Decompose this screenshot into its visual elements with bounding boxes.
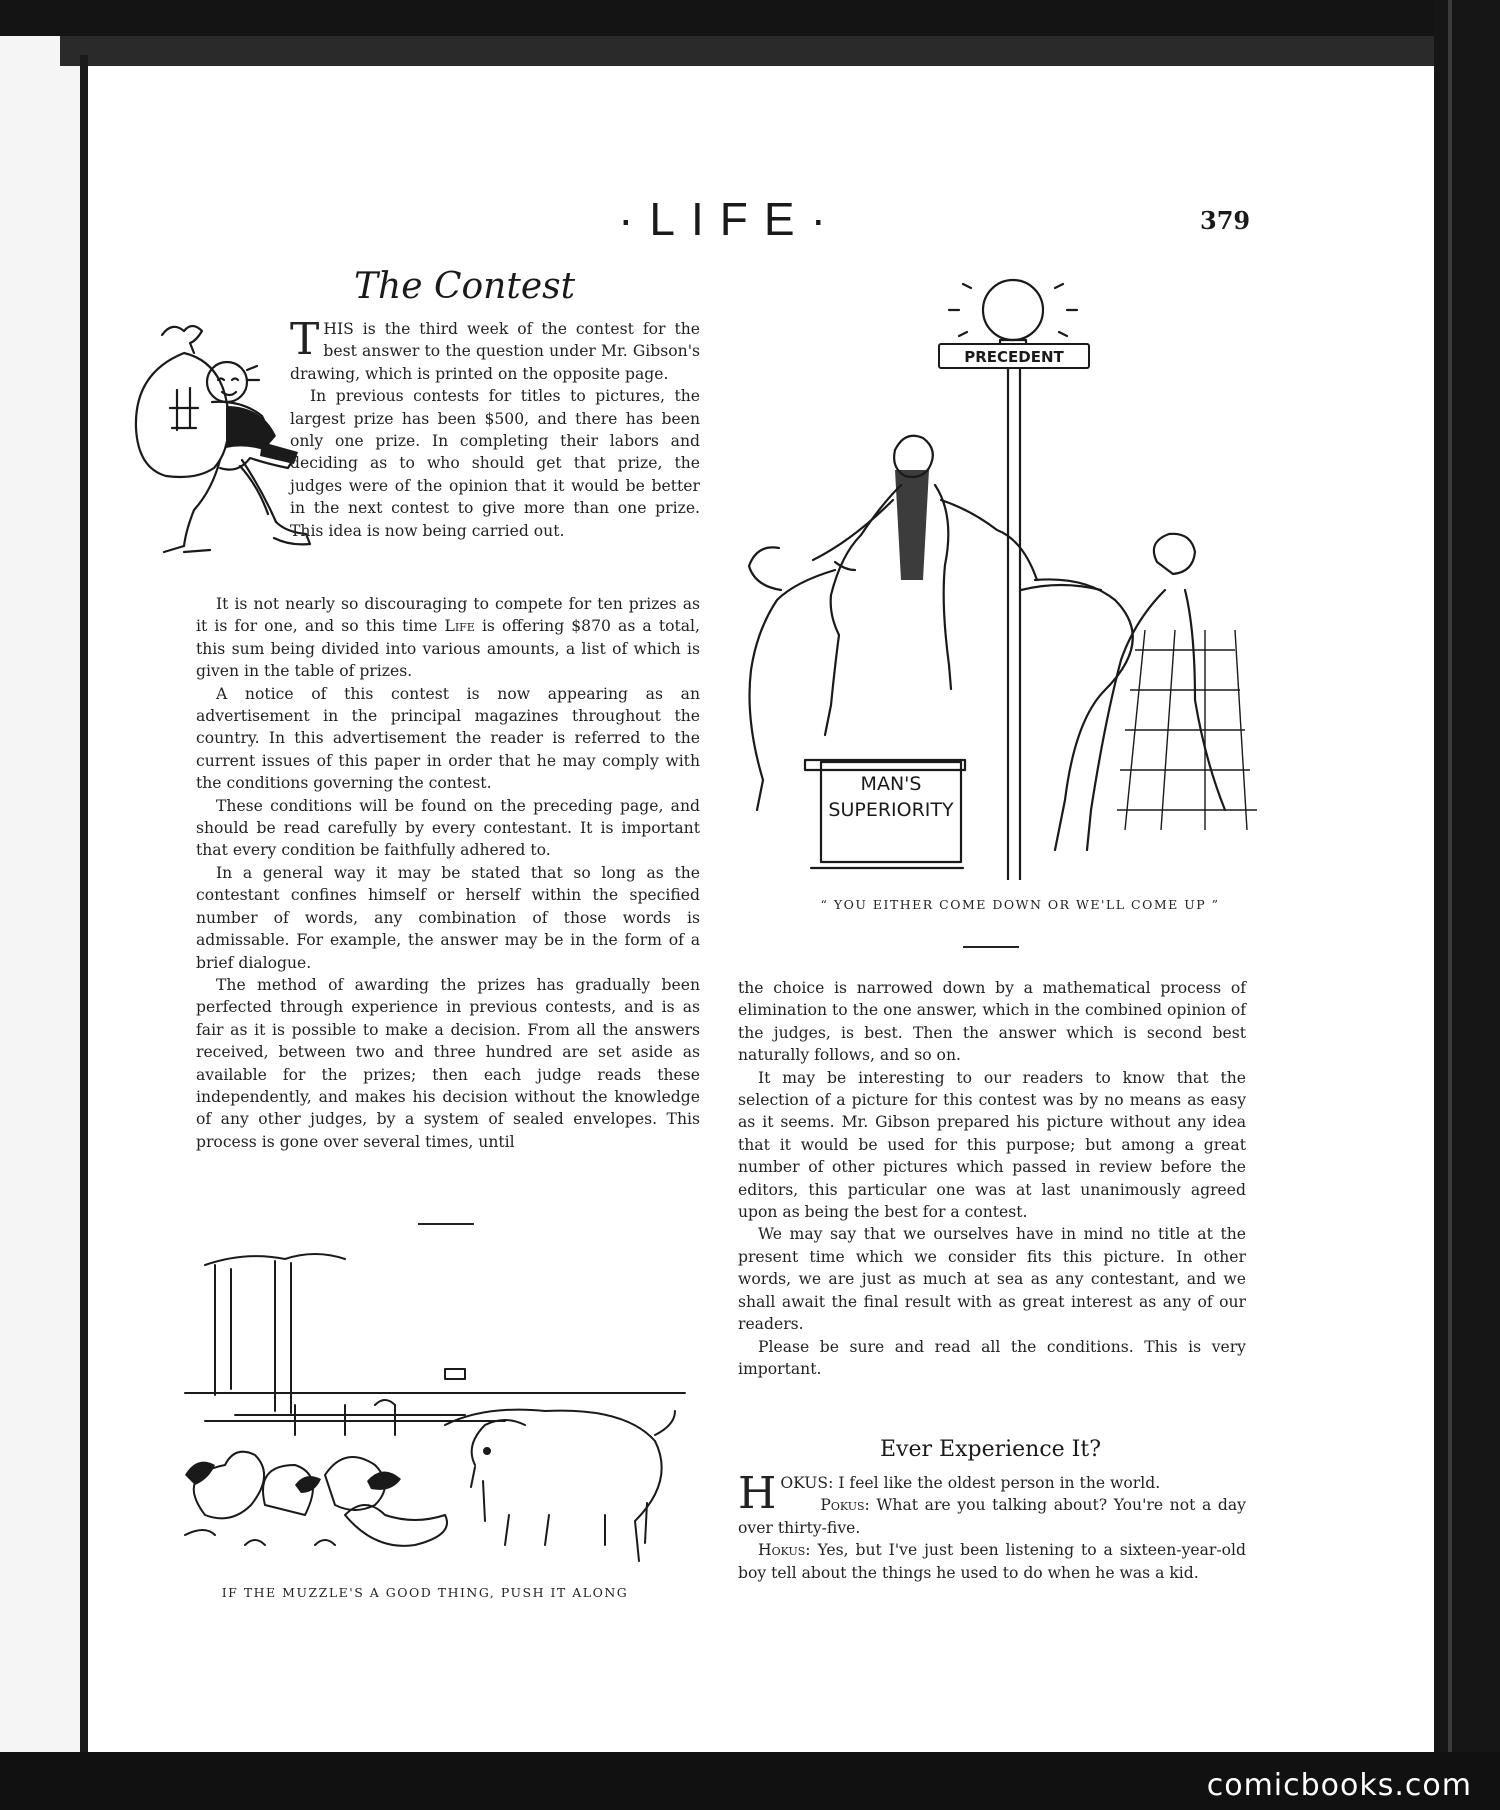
dialogue-line-2-text: What are you talking about? You're not a day over thirty-five.	[738, 1496, 1246, 1537]
dialogue-line-1-text: I feel like the oldest person in the world.	[838, 1474, 1161, 1492]
pedestal-line-2: SUPERIORITY	[828, 799, 954, 821]
drop-cap-t: T	[290, 314, 320, 365]
contest-paragraph-4: A notice of this contest is now appearing as an advertisement in the principal magazines throughout the country. In this advertisement the reader is referred to the current issues of this paper in order that he may comply with the conditions governing the contest.	[196, 684, 700, 793]
contest-paragraph-6: In a general way it may be stated that so long as the contestant confines himself or herself within the specified number of words, any combination of those words is admissable. For example, the answer may be in the form of a brief dialogue.	[196, 863, 700, 972]
pedestal-line-1: MAN'S	[860, 773, 922, 795]
sign-precedent: PRECEDENT	[964, 348, 1064, 366]
life-smallcaps: Life	[444, 617, 475, 636]
watermark: comicbooks.com	[1206, 1768, 1472, 1803]
page-number: 379	[1200, 206, 1251, 235]
contest-paragraph-5: These conditions will be found on the preceding page, and should be read carefully by every contestant. It is important that every condition be faithfully adhered to.	[196, 796, 700, 860]
dialogue-line-3-text: Yes, but I've just been listening to a sixteen-year-old boy tell about the things he used to do when he was a kid.	[738, 1541, 1246, 1582]
section-rule-right	[963, 946, 1019, 948]
speaker-hokus-2: Hokus:	[758, 1541, 811, 1560]
contest-paragraph-10: We may say that we ourselves have in mind no title at the present time which we consider fits this picture. In other words, we are just as much at sea as any contestant, and we shall await the final result with as great interest as any of our readers.	[738, 1225, 1246, 1334]
dialogue-line-2	[738, 1494, 1246, 1539]
farm-caption: IF THE MUZZLE'S A GOOD THING, PUSH IT ALONG	[221, 1585, 629, 1600]
speaker-pokus: Pokus:	[820, 1496, 870, 1515]
drop-cap-h: H	[738, 1468, 777, 1519]
contest-paragraph-11: Please be sure and read all the conditions. This is very important.	[738, 1337, 1246, 1378]
speaker-hokus: OKUS:	[780, 1474, 834, 1492]
binding-spine	[80, 55, 88, 1752]
scan-border-top-inner	[60, 36, 1448, 66]
section-rule-left	[418, 1223, 474, 1225]
contest-body-paragraphs	[196, 593, 700, 1153]
masthead-title: ·LIFE·	[618, 193, 842, 245]
precedent-cartoon	[745, 270, 1305, 880]
contest-paragraph-3	[196, 593, 700, 683]
scan-border-right-line	[1448, 0, 1452, 1810]
scan-border-right	[1434, 0, 1500, 1810]
experience-dialogue	[738, 1468, 1246, 1584]
contest-paragraph-8: the choice is narrowed down by a mathematical process of elimination to the one answer, which in the combined opinion of the judges, is best. Then the answer which is second best naturally follows, and so on.	[738, 979, 1246, 1065]
farm-cartoon	[145, 1245, 705, 1575]
contest-intro-paragraphs	[290, 314, 700, 542]
contest-continued-column	[738, 977, 1246, 1380]
contest-paragraph-1-text: HIS is the third week of the contest for the best answer to the question under Mr. Gibson's drawing, which is printed on the opposite page.	[290, 320, 700, 383]
contest-title: The Contest	[354, 266, 576, 307]
precedent-caption: “ YOU EITHER COME DOWN OR WE'LL COME UP ”	[820, 897, 1220, 912]
contest-paragraph-3a: It is not nearly so discouraging to compete for ten prizes as it is for one, and so this time	[196, 595, 700, 636]
contest-paragraph-2: In previous contests for titles to pictures, the largest prize has been $500, and there has been only one prize. In completing their labors and deciding as to who should get that prize, the judges were of the opinion that it would be better in the next contest to give more than one prize. This idea is now being carried out.	[290, 387, 700, 540]
contest-paragraph-1	[290, 314, 700, 385]
contest-paragraph-9: It may be interesting to our readers to know that the selection of a picture for this contest was by no means as easy as it seems. Mr. Gibson prepared his picture without any idea that it would be used for this purpose; but among a great number of other pictures which passed in review before the editors, this particular one was at last unanimously agreed upon as being the best for a contest.	[738, 1068, 1246, 1222]
adjacent-page-edge	[0, 36, 80, 1752]
experience-title: Ever Experience It?	[880, 1437, 1101, 1462]
dialogue-line-3	[738, 1539, 1246, 1584]
contest-paragraph-3b: is offering $870 as a total, this sum being divided into various amounts, a list of which is given in the table of prizes.	[196, 617, 700, 681]
money-bag-man-illustration	[122, 310, 320, 595]
scan-border-top	[0, 0, 1448, 36]
contest-paragraph-7: The method of awarding the prizes has gradually been perfected through experience in previous contests, and is as fair as it is possible to make a decision. From all the answers received, between two and three hundred are set aside as available for the prizes; then each judge reads these independently, and makes his decision without the knowledge of any other judges, by a system of sealed envelopes. This process is gone over several times, until	[196, 975, 700, 1151]
